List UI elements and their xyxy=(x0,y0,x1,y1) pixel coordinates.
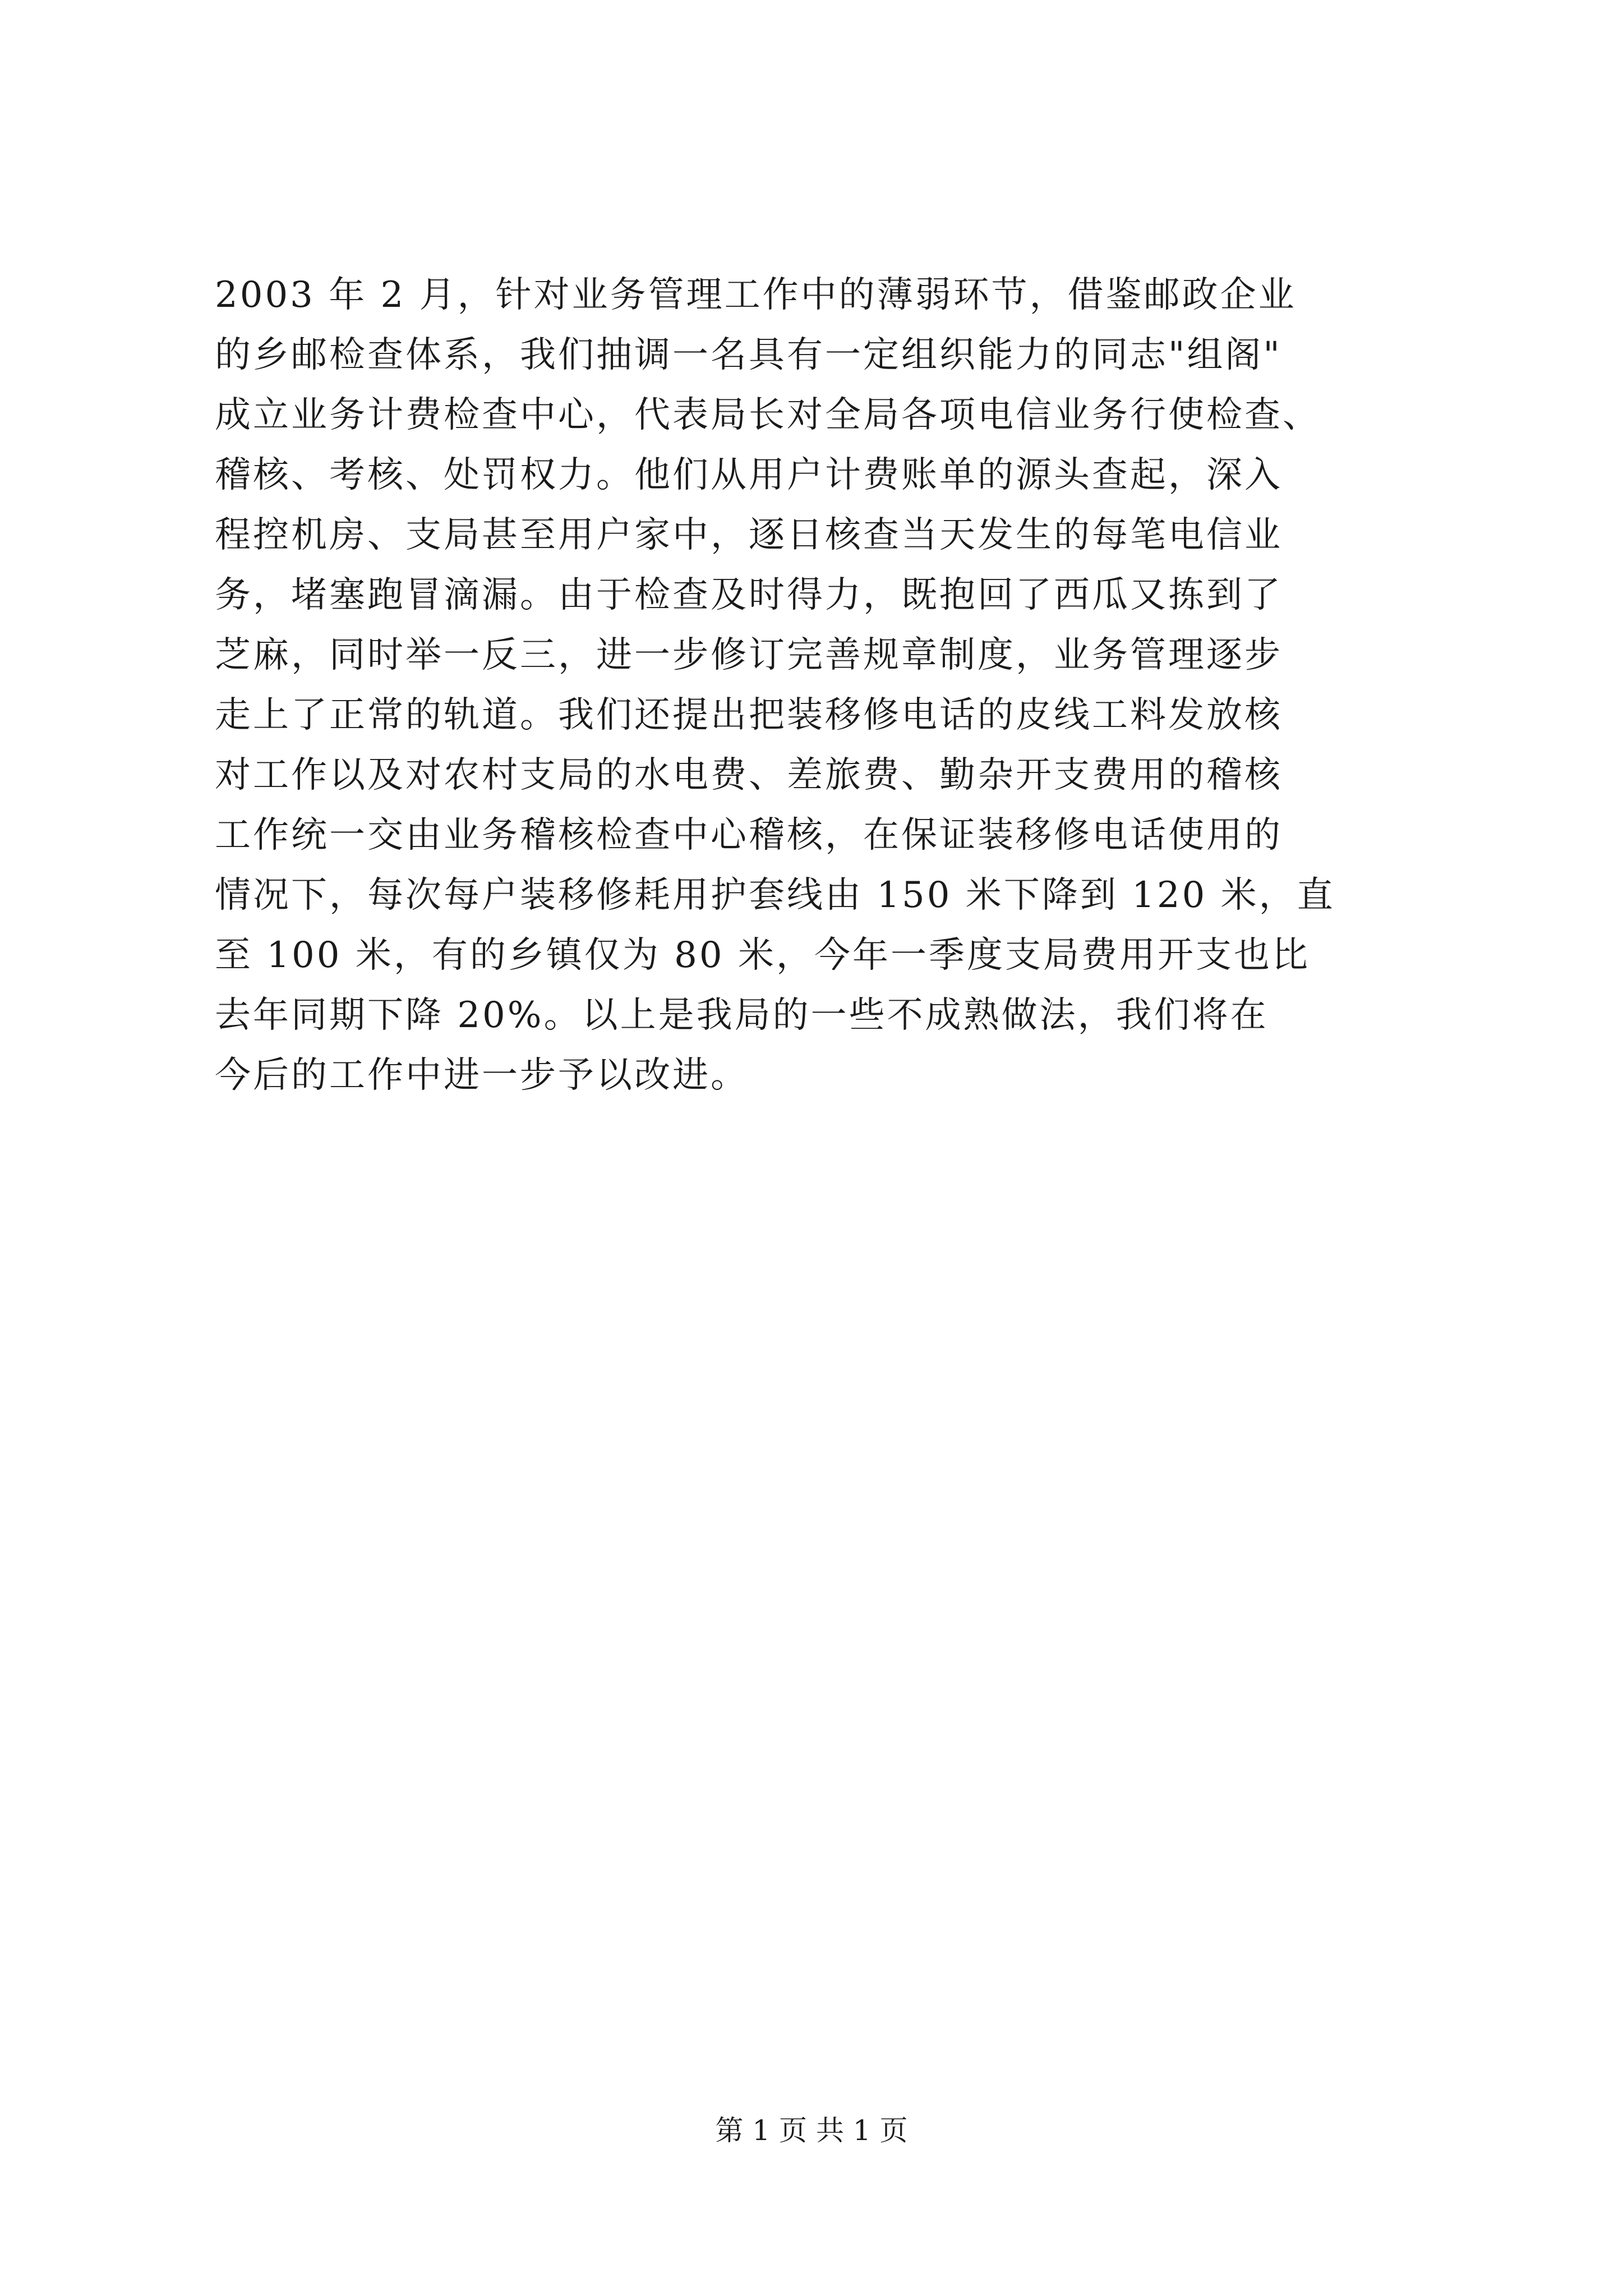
paragraph-line-8: 走上了正常的轨道。我们还提出把装移修电话的皮线工料发放核 xyxy=(215,694,1283,736)
paragraph-line-13: 去年同期下降 20%。以上是我局的一些不成熟做法，我们将在 xyxy=(215,995,1269,1036)
paragraph-line-5: 程控机房、支局甚至用户家中，逐日核查当天发生的每笔电信业 xyxy=(215,514,1283,556)
paragraph-line-14: 今后的工作中进一步予以改进。 xyxy=(215,1055,749,1096)
page-number-footer: 第 1 页 共 1 页 xyxy=(715,2114,908,2147)
paragraph-line-6: 务，堵塞跑冒滴漏。由于检查及时得力，既抱回了西瓜又拣到了 xyxy=(215,574,1283,616)
paragraph-line-4: 稽核、考核、处罚权力。他们从用户计费账单的源头查起，深入 xyxy=(215,454,1283,496)
body-paragraph xyxy=(215,265,1505,1106)
paragraph-line-11: 情况下，每次每户装移修耗用护套线由 150 米下降到 120 米，直 xyxy=(215,875,1335,916)
paragraph-line-12: 至 100 米，有的乡镇仅为 80 米，今年一季度支局费用开支也比 xyxy=(215,935,1310,976)
paragraph-line-2: 的乡邮检查体系，我们抽调一名具有一定组织能力的同志"组阁" xyxy=(215,334,1282,376)
paragraph-line-10: 工作统一交由业务稽核检查中心稽核，在保证装移修电话使用的 xyxy=(215,815,1283,856)
paragraph-line-7: 芝麻，同时举一反三，进一步修订完善规章制度，业务管理逐步 xyxy=(215,634,1283,676)
paragraph-line-3: 成立业务计费检查中心，代表局长对全局各项电信业务行使检查、 xyxy=(215,394,1321,436)
paragraph-line-9: 对工作以及对农村支局的水电费、差旅费、勤杂开支费用的稽核 xyxy=(215,754,1283,796)
paragraph-line-1: 2003 年 2 月，针对业务管理工作中的薄弱环节，借鉴邮政企业 xyxy=(215,274,1297,316)
